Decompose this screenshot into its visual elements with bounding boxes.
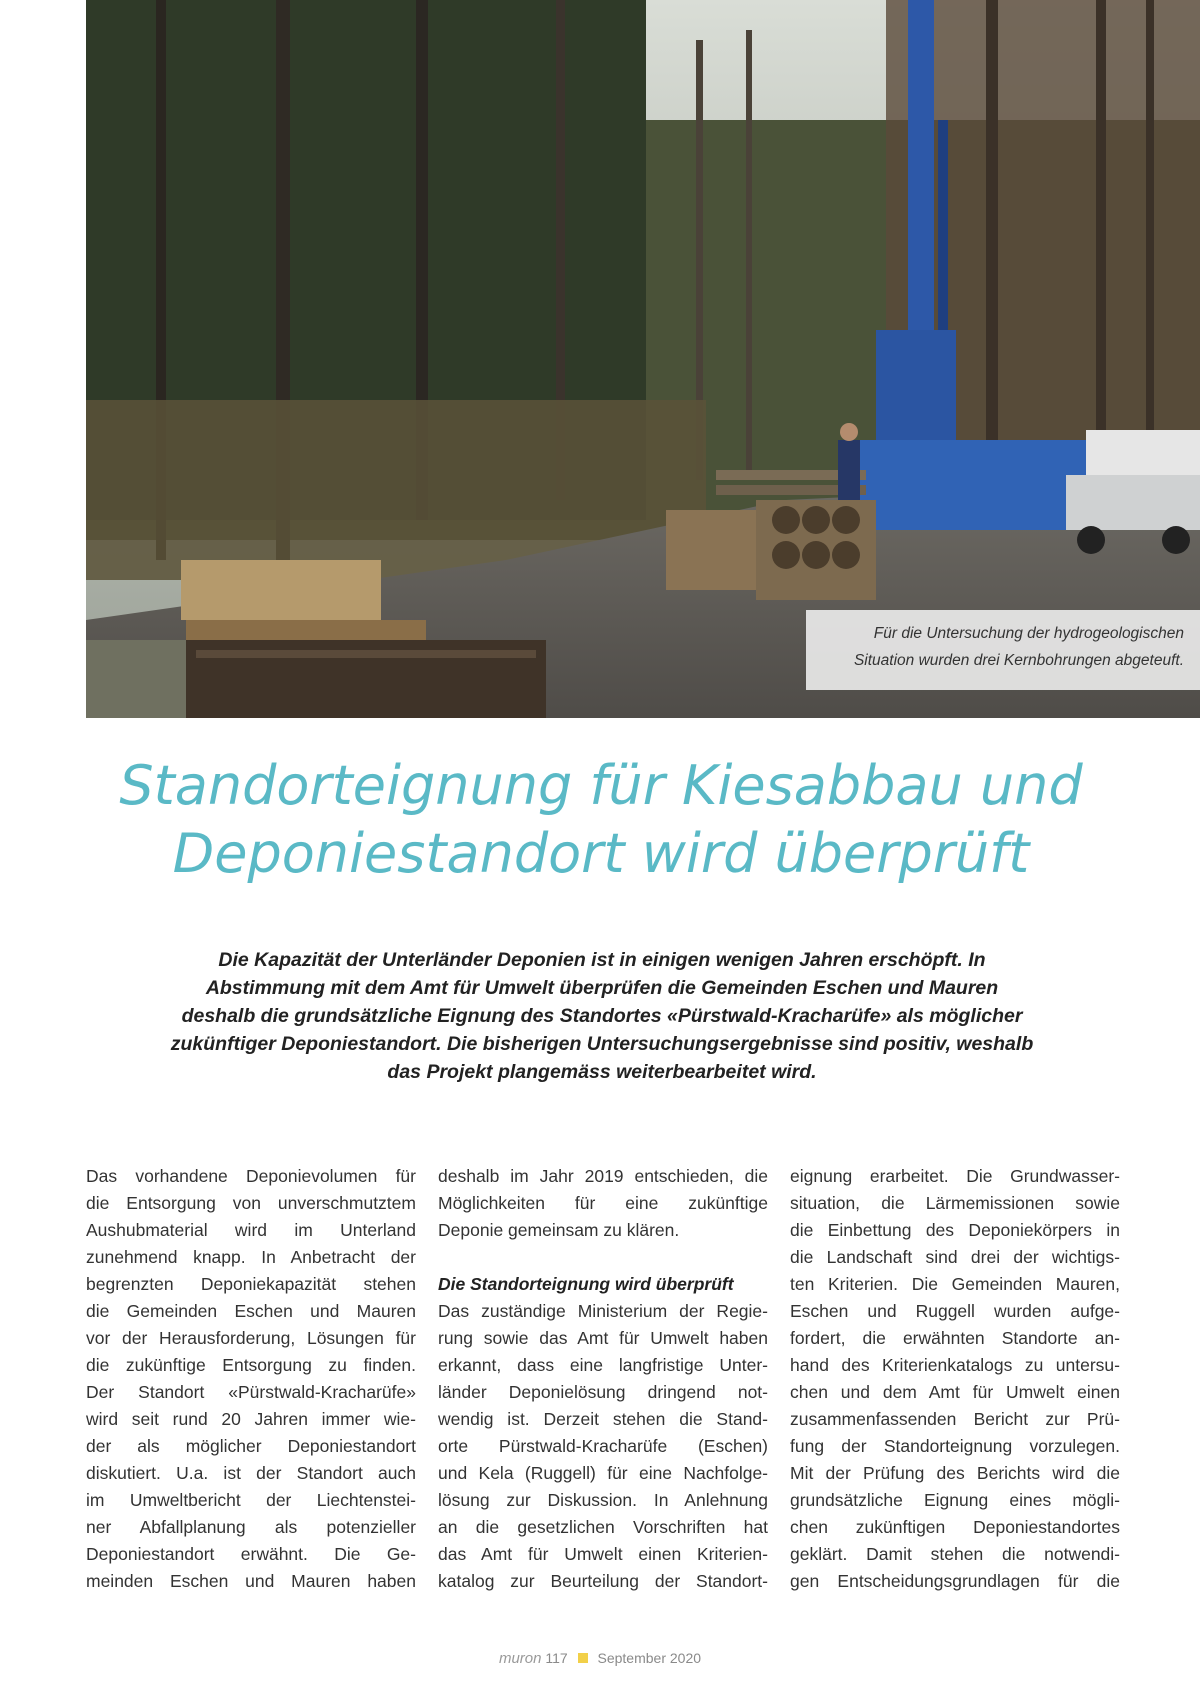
- body-line: meinden Eschen und Mauren haben: [86, 1571, 416, 1591]
- body-line: wendig ist. Derzeit stehen die Stand-: [438, 1409, 768, 1429]
- body-column-3: [790, 1163, 1120, 1595]
- body-line: chen und dem Amt für Umwelt einen: [790, 1382, 1120, 1402]
- body-line: katalog zur Beurteilung der Standort-: [438, 1571, 768, 1591]
- magazine-name: muron: [498, 1650, 542, 1667]
- body-line: Der Standort «Pürstwald-Kracharüfe»: [86, 1382, 416, 1402]
- body-line: an die gesetzlichen Vorschriften hat: [438, 1517, 768, 1537]
- body-column-2: [438, 1163, 768, 1595]
- title-line: Deponiestandort wird überprüft: [172, 822, 1030, 885]
- body-line: lösung zur Diskussion. In Anlehnung: [438, 1490, 768, 1510]
- caption-line: Für die Untersuchung der hydrogeologischen: [873, 625, 1184, 642]
- article-title: [86, 752, 1116, 888]
- body-line: geklärt. Damit stehen die notwendi-: [790, 1544, 1120, 1564]
- body-line: Deponiestandort erwähnt. Die Ge-: [86, 1544, 416, 1564]
- title-line: Standorteignung für Kiesabbau und: [119, 754, 1083, 817]
- body-line: im Umweltbericht der Liechtenstei-: [86, 1490, 416, 1510]
- body-line: gen Entscheidungsgrundlagen für die: [790, 1571, 1120, 1591]
- lead-line: Die Kapazität der Unterländer Deponien ist in einigen wenigen Jahren erschöpft. In: [218, 949, 986, 971]
- body-line: deshalb im Jahr 2019 entschieden, die: [438, 1166, 768, 1186]
- body-line: diskutiert. U.a. ist der Standort auch: [86, 1463, 416, 1483]
- body-line: die Gemeinden Eschen und Mauren: [86, 1301, 416, 1321]
- body-line: wird seit rund 20 Jahren immer wie-: [86, 1409, 416, 1429]
- page-footer: [0, 1650, 1200, 1667]
- lead-line: zukünftiger Deponiestandort. Die bisherigen Untersuchungsergebnisse sind positiv, weshalb: [170, 1033, 1034, 1055]
- body-line: erkannt, dass eine langfristige Unter-: [438, 1355, 768, 1375]
- body-line: Möglichkeiten für eine zukünftige: [438, 1193, 768, 1213]
- body-line: Aushubmaterial wird im Unterland: [86, 1220, 416, 1240]
- body-line: die Landschaft sind drei der wichtigs-: [790, 1247, 1120, 1267]
- body-line: begrenzten Deponiekapazität stehen: [86, 1274, 416, 1294]
- lead-line: Abstimmung mit dem Amt für Umwelt überprüfen die Gemeinden Eschen und Mauren: [205, 977, 999, 999]
- body-line: rung sowie das Amt für Umwelt haben: [438, 1328, 768, 1348]
- issue-number: 117: [545, 1650, 568, 1666]
- body-line: die zukünftige Entsorgung zu finden.: [86, 1355, 416, 1375]
- section-subheading: Die Standorteignung wird überprüft: [438, 1274, 734, 1294]
- issue-date: September 2020: [597, 1650, 702, 1666]
- body-line: Das zuständige Ministerium der Regie-: [438, 1301, 768, 1321]
- body-line: die Einbettung des Deponiekörpers in: [790, 1220, 1120, 1240]
- body-line: fordert, die erwähnten Standorte an-: [790, 1328, 1120, 1348]
- body-column-1: [86, 1163, 416, 1595]
- body-line: vor der Herausforderung, Lösungen für: [86, 1328, 416, 1348]
- body-line: Das vorhandene Deponievolumen für: [86, 1166, 416, 1186]
- body-line: orte Pürstwald-Kracharüfe (Eschen): [438, 1436, 768, 1456]
- body-line: das Amt für Umwelt einen Kriterien-: [438, 1544, 768, 1564]
- body-line: ner Abfallplanung als potenzieller: [86, 1517, 416, 1537]
- body-line: zusammenfassenden Bericht zur Prü-: [790, 1409, 1120, 1429]
- yellow-square-icon: [578, 1653, 588, 1663]
- body-line: die Entsorgung von unverschmutztem: [86, 1193, 416, 1213]
- article-lead: [150, 946, 1054, 1086]
- body-line: eignung erarbeitet. Die Grundwasser-: [790, 1166, 1120, 1186]
- body-line: länder Deponielösung dringend not-: [438, 1382, 768, 1402]
- body-line: chen zukünftigen Deponiestandortes: [790, 1517, 1120, 1537]
- hero-photo: [86, 0, 1200, 718]
- body-line: fung der Standorteignung vorzulegen.: [790, 1436, 1120, 1456]
- body-line: Mit der Prüfung des Berichts wird die: [790, 1463, 1120, 1483]
- body-line: situation, die Lärmemissionen sowie: [790, 1193, 1120, 1213]
- body-line: der als möglicher Deponiestandort: [86, 1436, 416, 1456]
- body-line: Eschen und Ruggell wurden aufge-: [790, 1301, 1120, 1321]
- body-line: und Kela (Ruggell) für eine Nachfolge-: [438, 1463, 768, 1483]
- body-line: Deponie gemeinsam zu klären.: [438, 1220, 680, 1240]
- lead-line: deshalb die grundsätzliche Eignung des Standortes «Pürstwald-Kracharüfe» als möglicher: [181, 1005, 1023, 1027]
- lead-line: das Projekt plangemäss weiterbearbeitet wird.: [387, 1061, 817, 1083]
- body-line: ten Kriterien. Die Gemeinden Mauren,: [790, 1274, 1120, 1294]
- body-line: hand des Kriterienkatalogs zu untersu-: [790, 1355, 1120, 1375]
- photo-caption: [806, 610, 1200, 690]
- caption-line: Situation wurden drei Kernbohrungen abgeteuft.: [853, 652, 1184, 669]
- body-line: grundsätzliche Eignung eines mögli-: [790, 1490, 1120, 1510]
- body-line: zunehmend knapp. In Anbetracht der: [86, 1247, 416, 1267]
